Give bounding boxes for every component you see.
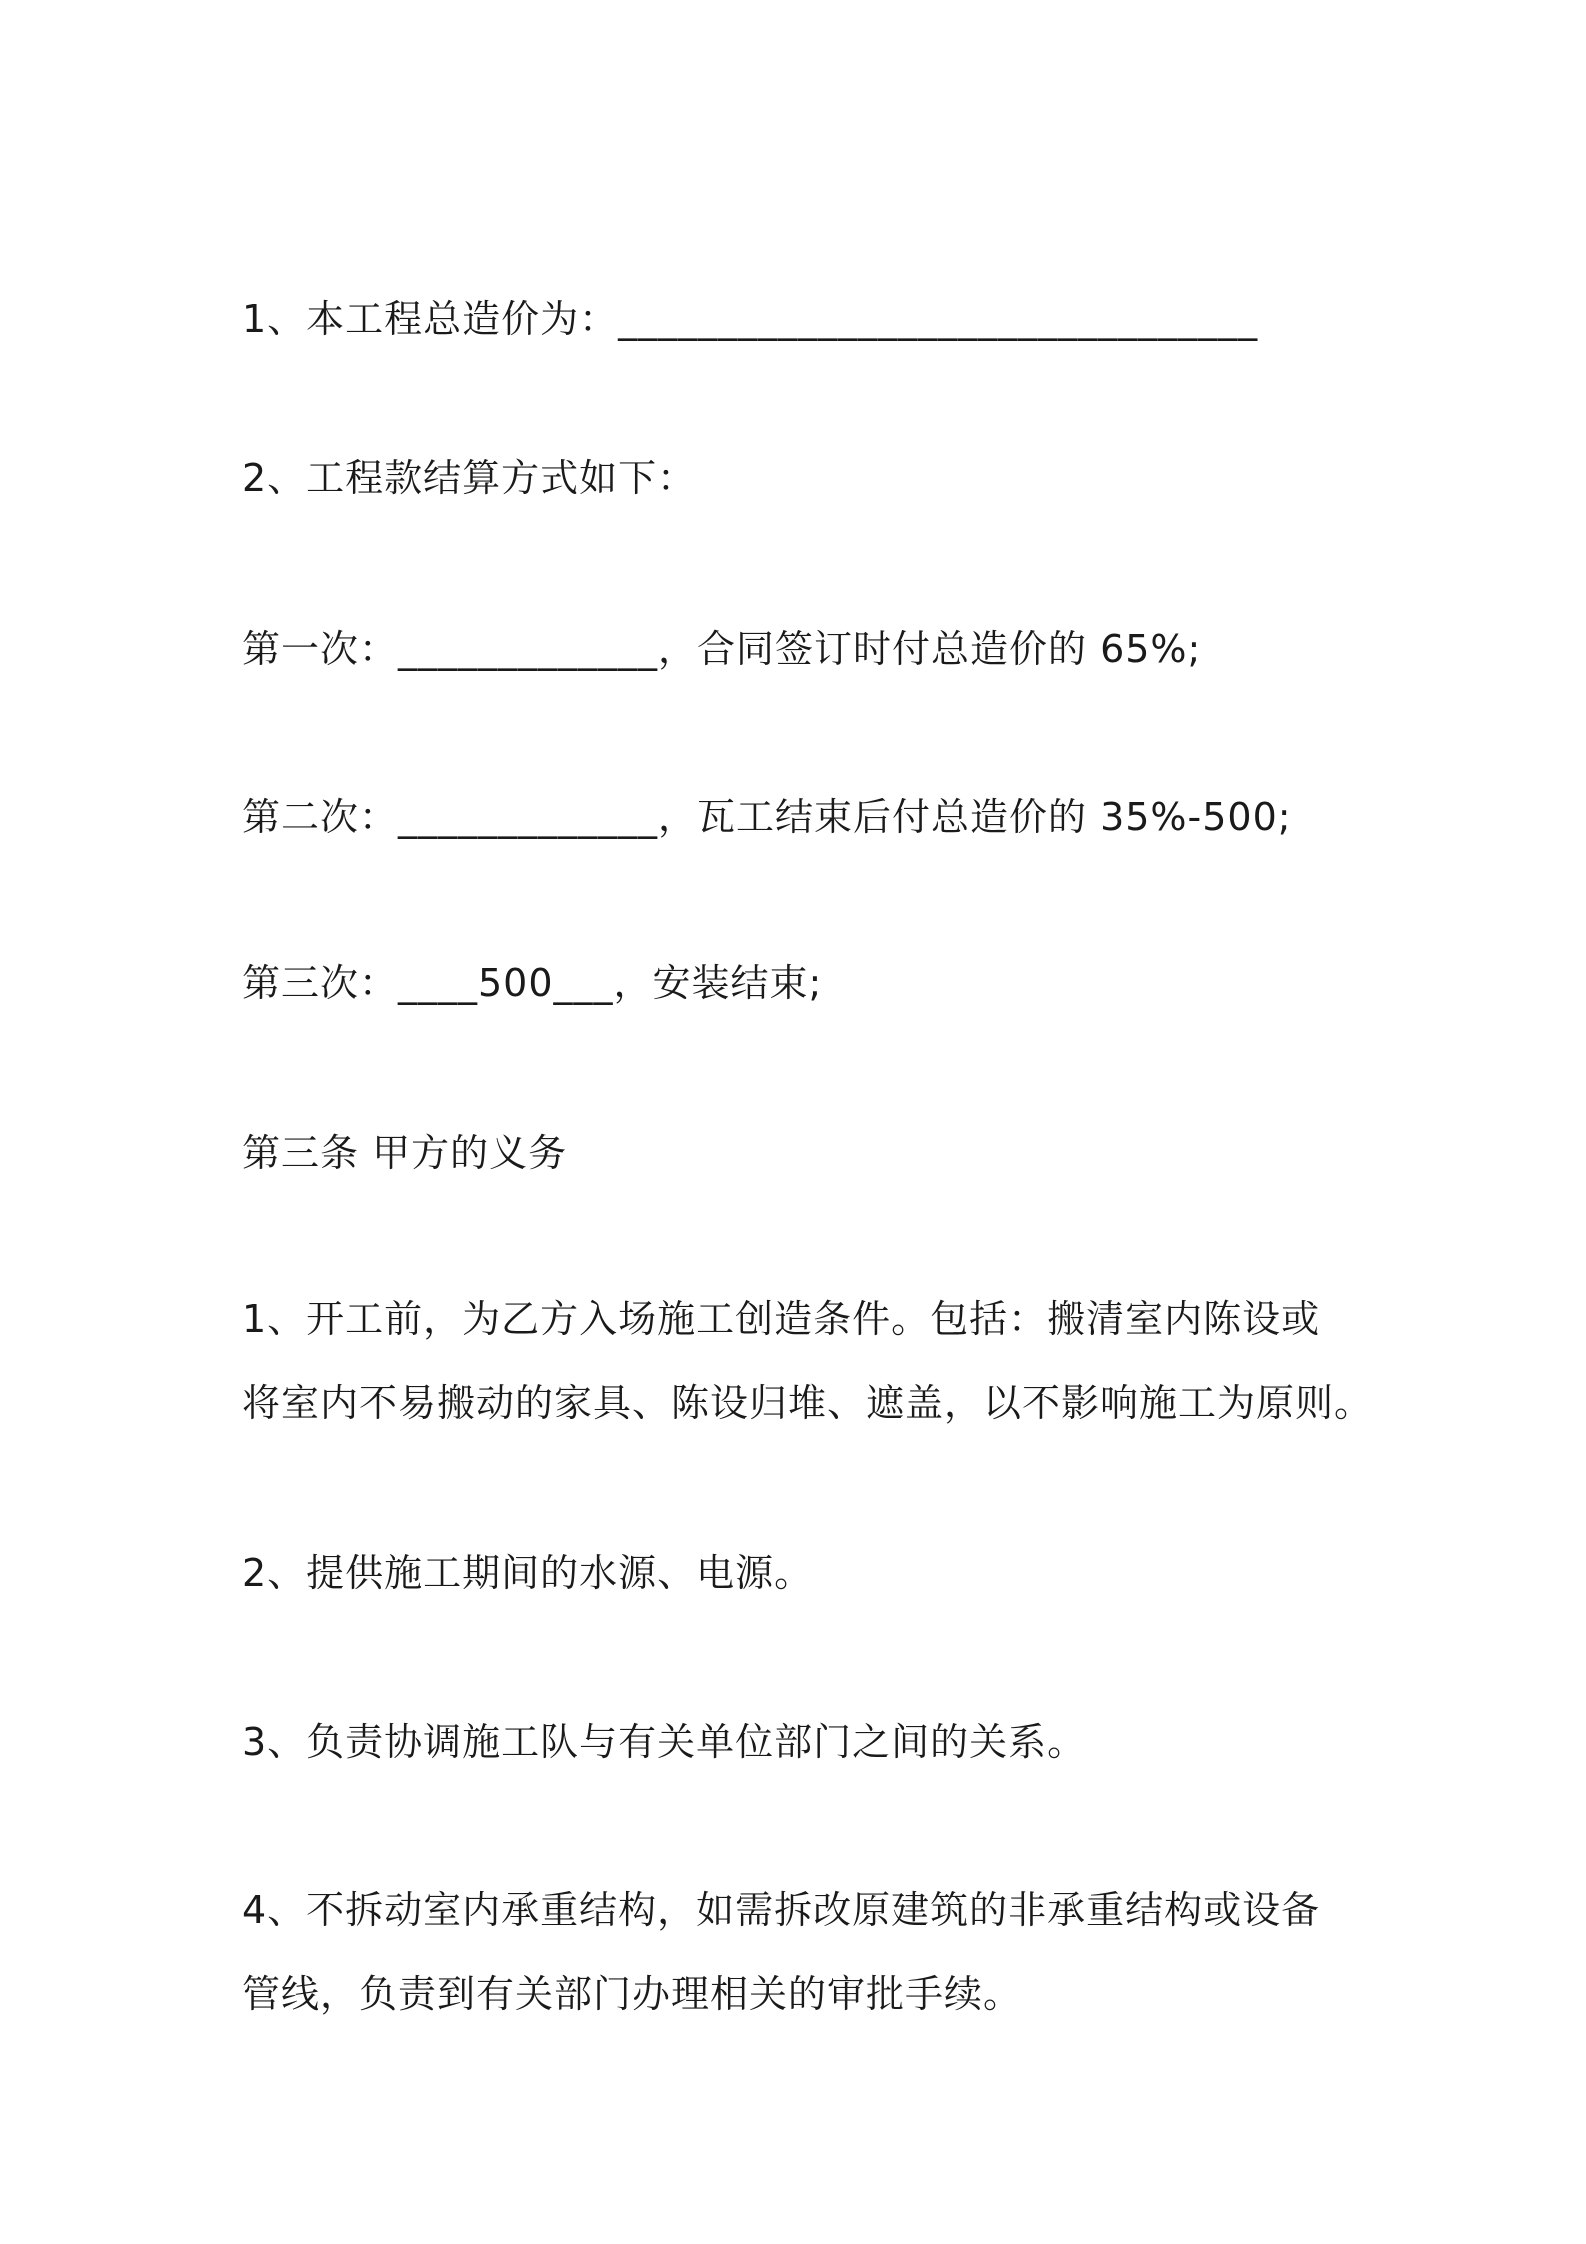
obligation-4-line-2: 管线，负责到有关部门办理相关的审批手续。: [242, 1972, 1023, 2016]
obligation-2-line: 2、提供施工期间的水源、电源。: [242, 1551, 814, 1595]
third-payment-line: 第三次：____500___，安装结束;: [242, 961, 823, 1005]
obligation-4-line-1: 4、不拆动室内承重结构，如需拆改原建筑的非承重结构或设备: [242, 1888, 1321, 1932]
settlement-method-line: 2、工程款结算方式如下：: [242, 456, 697, 500]
obligation-1-line-2: 将室内不易搬动的家具、陈设归堆、遮盖，以不影响施工为原则。: [242, 1381, 1374, 1425]
section-heading-party-a-obligations: 第三条 甲方的义务: [242, 1131, 568, 1175]
total-cost-line: 1、本工程总造价为：________________________________: [242, 297, 1259, 341]
first-payment-line: 第一次：_____________，合同签订时付总造价的 65%;: [242, 627, 1202, 671]
obligation-1-line-1: 1、开工前，为乙方入场施工创造条件。包括：搬清室内陈设或: [242, 1297, 1321, 1341]
second-payment-line: 第二次：_____________，瓦工结束后付总造价的 35%-500;: [242, 795, 1292, 839]
obligation-3-line: 3、负责协调施工队与有关单位部门之间的关系。: [242, 1720, 1087, 1764]
